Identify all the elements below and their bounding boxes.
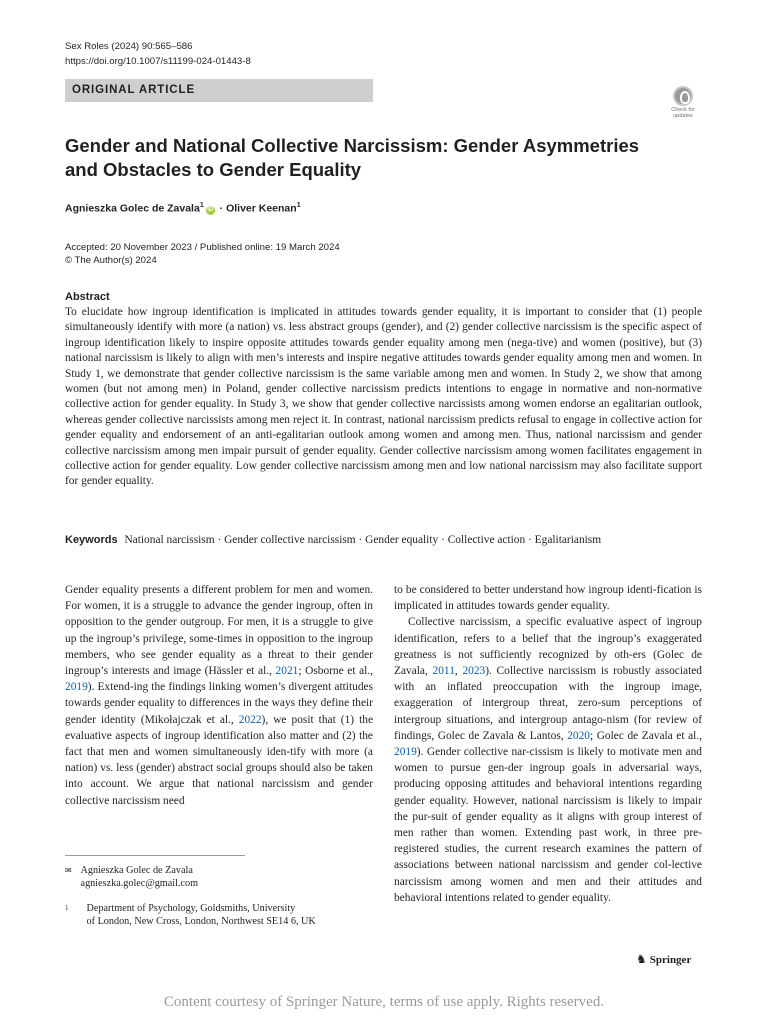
- abstract-text: To elucidate how ingroup identification is implicated in attitudes towards gender equality, it is important to consider that (1) people simultaneously identify with more (a nation) vs. less abstract groups (gender), and (2) gender collective narcissism is the specific aspect of ingroup identification likely to inspire opposite attitudes towards gender equality among men (nega-tive) and women (positive), but (3) national narcissism is likely to align with men’s interests and inspire negative attitudes towards gender equality among men and women. In Study 1, we demonstrate that gender collective narcissism is the same variable among men and women. In Study 2, we show that among women (but not among men) in Poland, gender collective narcissism predicts intentions to engage in normative and non-normative collective action for gender equality. In Study 3, we show that gender collective narcissists among women endorse an egalitarian outlook, whereas gender collective narcissists among men reject it. In contrast, national narcissism predicts refusal to engage in collective action for gender equality and endorsement of an anti-egalitarian outlook among women and among men. Thus, national narcissism and gender collective narcissism among men impair pursuit of gender equality. Gender collective narcissism among women facilitates engagement in collective action for gender equality. Low gender collective narcissism among men and low national narcissism may also facilitate support for gender equality.: [65, 306, 702, 488]
- journal-citation: Sex Roles (2024) 90:565–586: [65, 41, 193, 52]
- author-separator: ·: [219, 202, 224, 215]
- footnote-divider: [65, 855, 245, 856]
- citation-link[interactable]: 2020: [567, 729, 590, 742]
- accepted-published-dates: Accepted: 20 November 2023 / Published online: 19 March 2024: [65, 242, 340, 253]
- publisher-logo: [636, 952, 691, 966]
- courtesy-notice: Content courtesy of Springer Nature, terms of use apply. Rights reserved.: [163, 994, 605, 1010]
- affiliation-note: [65, 902, 316, 928]
- author-name[interactable]: Agnieszka Golec de Zavala: [65, 202, 200, 215]
- citation-link[interactable]: 2022: [238, 713, 262, 726]
- body-paragraph: to be considered to better understand how ingroup identi-fication is implicated in attitudes towards gender equality.: [394, 584, 702, 613]
- body-column-left: [65, 582, 373, 809]
- correspondence-email[interactable]: agnieszka.golec@gmail.com: [80, 878, 198, 889]
- author-name[interactable]: Oliver Keenan: [226, 202, 297, 215]
- publisher-name: Springer: [649, 954, 692, 966]
- affiliation-line: Department of Psychology, Goldsmiths, University: [86, 903, 296, 914]
- citation-link[interactable]: 2011: [432, 665, 455, 678]
- check-for-updates-badge[interactable]: [664, 84, 702, 124]
- keywords-label: Keywords: [65, 534, 118, 546]
- affiliation-number: 1: [65, 904, 69, 912]
- body-paragraph: Collective narcissism, a specific evaluative aspect of ingroup identification, refers to a belief that the ingroup’s exaggerated greatness is not sufficiently recognized by oth-ers (Golec de Zavala, 2011, 2023). Collective narcissism is robustly associated with an inflated preoccupation with the ingroup image, exaggeration of intergroup threat, zero-sum perceptions of intergroup situations, and intergroup antago-nism (for review of findings, Golec de Zavala & Lantos, 2020; Golec de Zavala et al., 2019). Gender collective nar-cissism is likely to motivate men and women to pursue gen-der ingroup goals in adversarial ways, producing opposing attitudes and behavioral intentions regarding gender equality. However, national narcissism is likely to impair the pur-suit of gender equality as it aligns with group interest of men rather than women. Extending past work, in three pre-registered studies, the current research examines the pattern of associations between national narcissism and gender col-lective narcissism among women and men and their attitudes and behavioral intentions related to gender equality.: [394, 616, 702, 904]
- affiliation-line: of London, New Cross, London, Northwest SE14 6, UK: [86, 916, 316, 927]
- keywords: [65, 533, 705, 548]
- article-type-banner: ORIGINAL ARTICLE: [65, 79, 373, 102]
- check-for-updates-icon: [673, 86, 693, 106]
- abstract-heading: Abstract: [65, 291, 110, 303]
- doi-link[interactable]: https://doi.org/10.1007/s11199-024-01443-8: [65, 55, 251, 67]
- affiliation-marker: 1: [199, 202, 204, 209]
- journal-meta: [65, 40, 251, 69]
- publication-dates: [65, 241, 340, 267]
- citation-link[interactable]: 2021: [275, 665, 299, 678]
- body-paragraph: Gender equality presents a different problem for men and women. For women, it is a struggle to advance the gender ingroup, often in opposition to the gender outgroup. For men, it is a struggle to give up the ingroup’s privilege, some-times in opposition to the ingroup members, who see gender equality as a threat to their gender ingroup’s interests and image (Hässler et al., 2021; Osborne et al., 2019). Extend-ing the findings linking women’s divergent attitudes towards gender equality to differences in the ways they define their gender identity (Mikołajczak et al., 2022), we posit that (1) the evaluative aspects of ingroup identification also matter and (2) the fact that men and women simultaneously iden-tify with more (a nation) vs. less (gender) abstract social groups should also be taken into account. We argue that national narcissism and gender collective narcissism need: [65, 584, 374, 807]
- citation-link[interactable]: 2023: [462, 665, 486, 678]
- springer-horse-icon: ♞: [636, 952, 647, 966]
- copyright-line: © The Author(s) 2024: [65, 255, 157, 266]
- check-updates-line2: updates: [673, 113, 693, 119]
- affiliation-marker: 1: [296, 202, 301, 209]
- author-list: [65, 202, 301, 215]
- orcid-icon[interactable]: iD: [207, 206, 214, 213]
- correspondence-name: Agnieszka Golec de Zavala: [80, 865, 193, 876]
- correspondence-note: [65, 864, 198, 890]
- article-title: Gender and National Collective Narcissism: Gender Asymmetries and Obstacles to Gender Equality: [65, 135, 640, 180]
- check-updates-line1: Check for: [671, 107, 695, 113]
- citation-link[interactable]: 2019: [394, 746, 417, 759]
- body-column-right: [394, 582, 702, 906]
- citation-link[interactable]: 2019: [65, 681, 88, 694]
- keywords-list: National narcissism · Gender collective narcissism · Gender equality · Collective action · Egalitarianism: [124, 534, 602, 546]
- envelope-icon: ✉: [65, 866, 72, 875]
